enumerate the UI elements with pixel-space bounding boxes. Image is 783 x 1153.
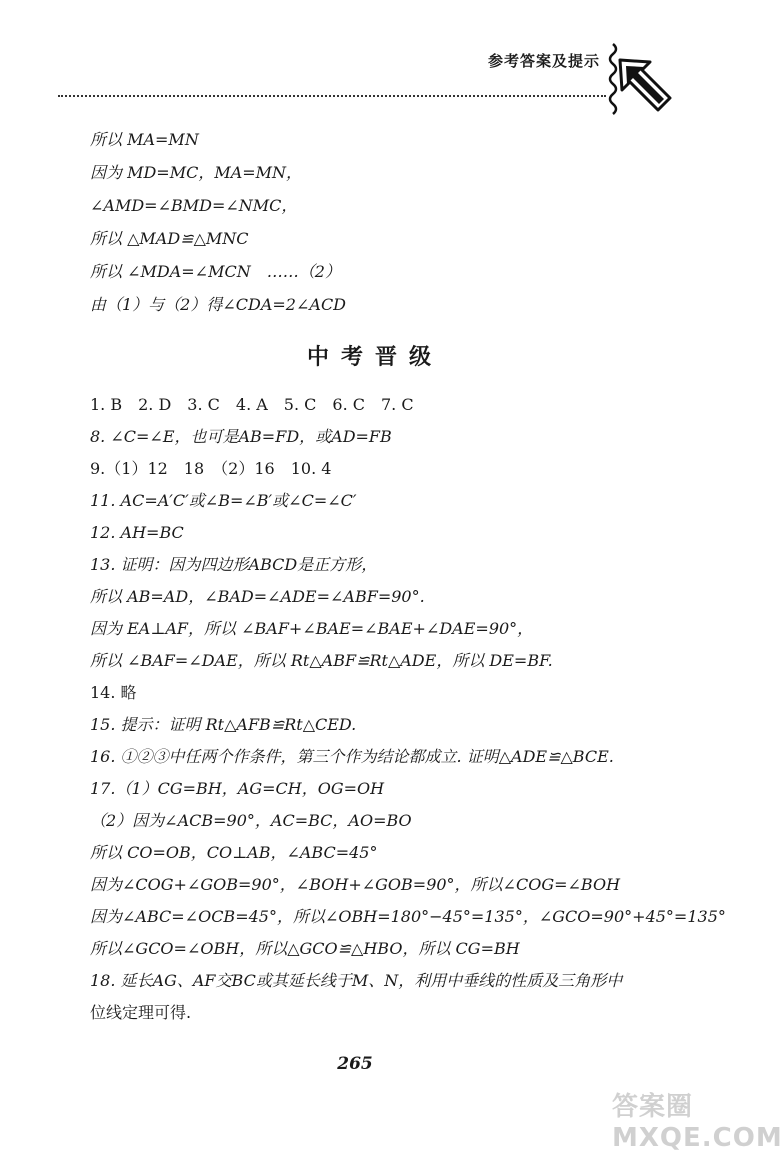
intro-line: ∠AMD=∠BMD=∠NMC， xyxy=(90,196,298,215)
answer-line: 15. 提示：证明 Rt△AFB≌Rt△CED. xyxy=(90,715,357,734)
answer-line: 因为∠COG+∠GOB=90°，∠BOH+∠GOB=90°，所以∠COG=∠BOH xyxy=(90,875,621,894)
intro-line: 所以 MA=MN xyxy=(90,130,199,149)
answer-line: 17.（1）CG=BH，AG=CH，OG=OH xyxy=(90,779,385,798)
intro-line: 因为 MD=MC，MA=MN， xyxy=(90,163,303,182)
arrow-icon xyxy=(616,56,674,114)
answer-line: 13. 证明：因为四边形ABCD是正方形， xyxy=(90,555,378,574)
answer-line: 位线定理可得. xyxy=(90,1003,192,1022)
answer-line: 所以∠GCO=∠OBH，所以△GCO≌△HBO，所以 CG=BH xyxy=(90,939,520,958)
intro-line: 所以 ∠MDA=∠MCN ……（2） xyxy=(90,262,341,281)
answer-line: 12. AH=BC xyxy=(90,523,184,542)
answer-line: 11. AC=A′C′或∠B=∠B′或∠C=∠C′ xyxy=(90,491,357,510)
watermark: 答案圈 MXQE.COM xyxy=(612,1092,783,1153)
answer-line: 18. 延长AG、AF交BC或其延长线于M、N，利用中垂线的性质及三角形中 xyxy=(90,971,623,990)
answer-line: 因为∠ABC=∠OCB=45°，所以∠OBH=180°−45°=135°，∠GCO=90°+45°=135° xyxy=(90,907,726,926)
intro-line: 所以 △MAD≌△MNC xyxy=(90,229,249,248)
answer-line: 16. ①②③中任两个作条件，第三个作为结论都成立. 证明△ADE≌△BCE. xyxy=(90,747,614,766)
answer-line: 所以 CO=OB，CO⊥AB，∠ABC=45° xyxy=(90,843,378,862)
answer-line: 因为 EA⊥AF，所以 ∠BAF+∠BAE=∠BAE+∠DAE=90°， xyxy=(90,619,534,638)
section-title: 中考晋级 xyxy=(306,345,443,370)
intro-line: 由（1）与（2）得∠CDA=2∠ACD xyxy=(90,295,347,314)
answer-line: 9.（1）12 18 （2）16 10. 4 xyxy=(90,459,332,478)
page-number: 265 xyxy=(337,1054,373,1074)
header-title: 参考答案及提示 xyxy=(488,52,601,70)
answer-line: 所以 ∠BAF=∠DAE，所以 Rt△ABF≌Rt△ADE，所以 DE=BF. xyxy=(90,651,553,670)
answer-line: 14. 略 xyxy=(90,683,137,702)
answer-line: 8. ∠C=∠E，也可是AB=FD，或AD=FB xyxy=(90,427,392,446)
answer-line: 所以 AB=AD，∠BAD=∠ADE=∠ABF=90°. xyxy=(90,587,425,606)
answer-line: （2）因为∠ACB=90°，AC=BC，AO=BO xyxy=(90,811,412,830)
header-divider xyxy=(58,95,606,97)
answer-line: 1. B 2. D 3. C 4. A 5. C 6. C 7. C xyxy=(90,395,414,414)
